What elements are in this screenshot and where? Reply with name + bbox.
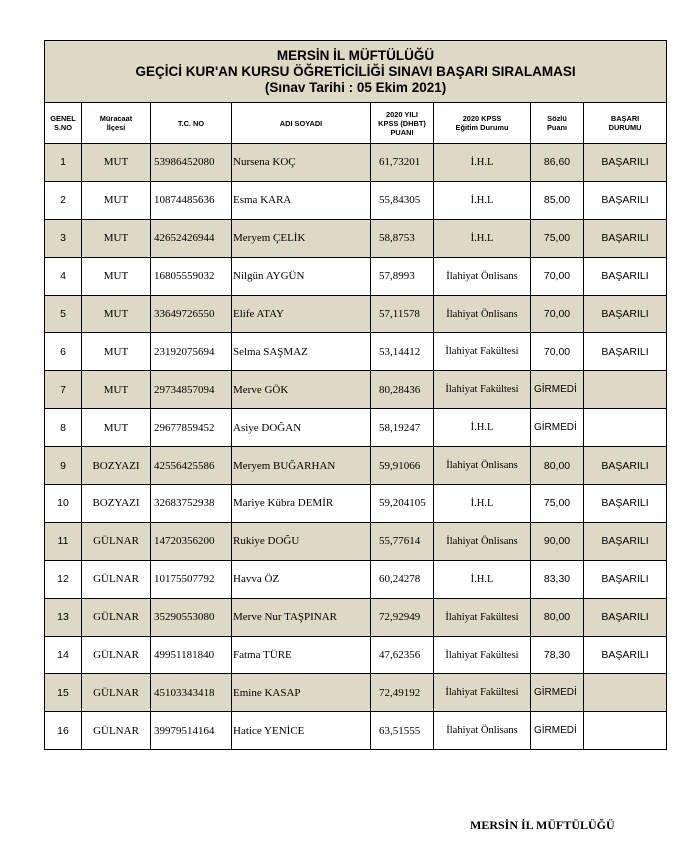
cell-egitim: İlahiyat Fakültesi bbox=[434, 598, 531, 636]
cell-puan: 47,62356 bbox=[371, 636, 434, 674]
cell-ilce: BOZYAZI bbox=[82, 485, 151, 523]
cell-egitim: İlahiyat Fakültesi bbox=[434, 333, 531, 371]
cell-sozlu: 70,00 bbox=[531, 295, 584, 333]
header-durum: BAŞARI DURUMU bbox=[584, 103, 667, 144]
cell-puan: 59,91066 bbox=[371, 447, 434, 485]
header-name: ADI SOYADI bbox=[232, 103, 371, 144]
table-row bbox=[45, 560, 667, 598]
cell-name: Emine KASAP bbox=[232, 674, 371, 712]
cell-puan: 57,11578 bbox=[371, 295, 434, 333]
cell-name: Elife ATAY bbox=[232, 295, 371, 333]
table-row bbox=[45, 485, 667, 523]
cell-tc: 33649726550 bbox=[151, 295, 232, 333]
cell-ilce: MUT bbox=[82, 409, 151, 447]
cell-durum bbox=[584, 712, 667, 750]
cell-sozlu: 83,30 bbox=[531, 560, 584, 598]
cell-puan: 59,204105 bbox=[371, 485, 434, 523]
cell-puan: 57,8993 bbox=[371, 257, 434, 295]
cell-ilce: MUT bbox=[82, 371, 151, 409]
cell-ilce: GÜLNAR bbox=[82, 636, 151, 674]
table-row bbox=[45, 636, 667, 674]
cell-tc: 42652426944 bbox=[151, 219, 232, 257]
cell-tc: 49951181840 bbox=[151, 636, 232, 674]
cell-durum: BAŞARILI bbox=[584, 636, 667, 674]
cell-no: 16 bbox=[45, 712, 82, 750]
cell-puan: 60,24278 bbox=[371, 560, 434, 598]
table-title bbox=[45, 41, 667, 103]
header-no: GENEL S.NO bbox=[45, 103, 82, 144]
cell-sozlu: GİRMEDİ bbox=[531, 674, 584, 712]
cell-egitim: İlahiyat Önlisans bbox=[434, 257, 531, 295]
cell-name: Asiye DOĞAN bbox=[232, 409, 371, 447]
table-row bbox=[45, 447, 667, 485]
cell-puan: 58,19247 bbox=[371, 409, 434, 447]
cell-name: Meryem BUĞARHAN bbox=[232, 447, 371, 485]
cell-ilce: MUT bbox=[82, 144, 151, 182]
cell-tc: 10175507792 bbox=[151, 560, 232, 598]
table-row bbox=[45, 674, 667, 712]
cell-no: 2 bbox=[45, 181, 82, 219]
cell-durum: BAŞARILI bbox=[584, 447, 667, 485]
cell-sozlu: 70,00 bbox=[531, 257, 584, 295]
cell-tc: 14720356200 bbox=[151, 522, 232, 560]
header-row bbox=[45, 103, 667, 144]
title-line-1: MERSİN İL MÜFTÜLÜĞÜ bbox=[276, 47, 435, 63]
cell-ilce: GÜLNAR bbox=[82, 712, 151, 750]
cell-no: 8 bbox=[45, 409, 82, 447]
cell-tc: 35290553080 bbox=[151, 598, 232, 636]
cell-puan: 72,49192 bbox=[371, 674, 434, 712]
cell-name: Mariye Kübra DEMİR bbox=[232, 485, 371, 523]
cell-egitim: İlahiyat Fakültesi bbox=[434, 636, 531, 674]
table-row bbox=[45, 522, 667, 560]
cell-no: 3 bbox=[45, 219, 82, 257]
cell-name: Fatma TÜRE bbox=[232, 636, 371, 674]
cell-durum: BAŞARILI bbox=[584, 295, 667, 333]
cell-tc: 29734857094 bbox=[151, 371, 232, 409]
cell-sozlu: 80,00 bbox=[531, 447, 584, 485]
cell-name: Merve Nur TAŞPINAR bbox=[232, 598, 371, 636]
table-row bbox=[45, 257, 667, 295]
cell-durum: BAŞARILI bbox=[584, 485, 667, 523]
cell-sozlu: GİRMEDİ bbox=[531, 712, 584, 750]
cell-egitim: İ.H.L bbox=[434, 485, 531, 523]
cell-puan: 63,51555 bbox=[371, 712, 434, 750]
cell-tc: 32683752938 bbox=[151, 485, 232, 523]
cell-tc: 39979514164 bbox=[151, 712, 232, 750]
cell-sozlu: 85,00 bbox=[531, 181, 584, 219]
header-tc: T.C. NO bbox=[151, 103, 232, 144]
cell-no: 4 bbox=[45, 257, 82, 295]
cell-ilce: GÜLNAR bbox=[82, 560, 151, 598]
cell-durum: BAŞARILI bbox=[584, 144, 667, 182]
cell-sozlu: 80,00 bbox=[531, 598, 584, 636]
cell-durum: BAŞARILI bbox=[584, 257, 667, 295]
header-puan: 2020 YILI KPSS (DHBT) PUANI bbox=[371, 103, 434, 144]
table-body bbox=[45, 144, 667, 750]
cell-durum: BAŞARILI bbox=[584, 219, 667, 257]
cell-no: 15 bbox=[45, 674, 82, 712]
title-line-3: (Sınav Tarihi : 05 Ekim 2021) bbox=[264, 79, 447, 95]
cell-ilce: GÜLNAR bbox=[82, 674, 151, 712]
table-row bbox=[45, 219, 667, 257]
cell-name: Nilgün AYGÜN bbox=[232, 257, 371, 295]
cell-sozlu: GİRMEDİ bbox=[531, 371, 584, 409]
cell-durum bbox=[584, 371, 667, 409]
cell-egitim: İlahiyat Önlisans bbox=[434, 712, 531, 750]
table-row bbox=[45, 409, 667, 447]
cell-egitim: İ.H.L bbox=[434, 560, 531, 598]
table-row bbox=[45, 371, 667, 409]
cell-egitim: İlahiyat Fakültesi bbox=[434, 674, 531, 712]
cell-egitim: İ.H.L bbox=[434, 409, 531, 447]
cell-tc: 45103343418 bbox=[151, 674, 232, 712]
cell-tc: 16805559032 bbox=[151, 257, 232, 295]
footer-signature: MERSİN İL MÜFTÜLÜĞÜ bbox=[470, 818, 615, 832]
results-table bbox=[44, 40, 667, 750]
table-row bbox=[45, 181, 667, 219]
cell-puan: 55,84305 bbox=[371, 181, 434, 219]
cell-name: Merve GÖK bbox=[232, 371, 371, 409]
title-line-2: GEÇİCİ KUR'AN KURSU ÖĞRETİCİLİĞİ SINAVI BAŞARI SIRALAMASI bbox=[135, 63, 576, 79]
cell-durum bbox=[584, 409, 667, 447]
cell-name: Rukiye DOĞU bbox=[232, 522, 371, 560]
cell-tc: 23192075694 bbox=[151, 333, 232, 371]
cell-tc: 10874485636 bbox=[151, 181, 232, 219]
cell-durum: BAŞARILI bbox=[584, 333, 667, 371]
cell-name: Meryem ÇELİK bbox=[232, 219, 371, 257]
cell-puan: 61,73201 bbox=[371, 144, 434, 182]
cell-sozlu: GİRMEDİ bbox=[531, 409, 584, 447]
cell-ilce: GÜLNAR bbox=[82, 598, 151, 636]
cell-egitim: İlahiyat Önlisans bbox=[434, 447, 531, 485]
cell-durum bbox=[584, 674, 667, 712]
cell-name: Hatice YENİCE bbox=[232, 712, 371, 750]
cell-egitim: İ.H.L bbox=[434, 144, 531, 182]
cell-puan: 80,28436 bbox=[371, 371, 434, 409]
results-sheet bbox=[44, 40, 666, 750]
cell-no: 11 bbox=[45, 522, 82, 560]
cell-name: Selma SAŞMAZ bbox=[232, 333, 371, 371]
cell-sozlu: 75,00 bbox=[531, 219, 584, 257]
cell-durum: BAŞARILI bbox=[584, 560, 667, 598]
cell-ilce: MUT bbox=[82, 219, 151, 257]
cell-no: 10 bbox=[45, 485, 82, 523]
cell-puan: 58,8753 bbox=[371, 219, 434, 257]
cell-no: 7 bbox=[45, 371, 82, 409]
cell-sozlu: 75,00 bbox=[531, 485, 584, 523]
cell-egitim: İlahiyat Önlisans bbox=[434, 522, 531, 560]
cell-puan: 55,77614 bbox=[371, 522, 434, 560]
cell-no: 13 bbox=[45, 598, 82, 636]
cell-egitim: İ.H.L bbox=[434, 181, 531, 219]
cell-ilce: MUT bbox=[82, 257, 151, 295]
cell-sozlu: 78,30 bbox=[531, 636, 584, 674]
cell-durum: BAŞARILI bbox=[584, 598, 667, 636]
cell-name: Esma KARA bbox=[232, 181, 371, 219]
cell-egitim: İlahiyat Önlisans bbox=[434, 295, 531, 333]
cell-puan: 72,92949 bbox=[371, 598, 434, 636]
cell-sozlu: 90,00 bbox=[531, 522, 584, 560]
cell-egitim: İlahiyat Fakültesi bbox=[434, 371, 531, 409]
cell-tc: 53986452080 bbox=[151, 144, 232, 182]
table-row bbox=[45, 144, 667, 182]
cell-durum: BAŞARILI bbox=[584, 522, 667, 560]
header-ilce: Müracaat İlçesi bbox=[82, 103, 151, 144]
cell-no: 14 bbox=[45, 636, 82, 674]
table-row bbox=[45, 295, 667, 333]
cell-name: Havva ÖZ bbox=[232, 560, 371, 598]
cell-puan: 53,14412 bbox=[371, 333, 434, 371]
cell-egitim: İ.H.L bbox=[434, 219, 531, 257]
cell-ilce: MUT bbox=[82, 295, 151, 333]
header-egitim: 2020 KPSS Eğitim Durumu bbox=[434, 103, 531, 144]
cell-ilce: MUT bbox=[82, 181, 151, 219]
cell-no: 9 bbox=[45, 447, 82, 485]
cell-tc: 42556425586 bbox=[151, 447, 232, 485]
cell-no: 12 bbox=[45, 560, 82, 598]
cell-sozlu: 70,00 bbox=[531, 333, 584, 371]
cell-no: 5 bbox=[45, 295, 82, 333]
cell-no: 6 bbox=[45, 333, 82, 371]
cell-name: Nursena KOÇ bbox=[232, 144, 371, 182]
header-sozlu: Sözlü Puanı bbox=[531, 103, 584, 144]
cell-sozlu: 86,60 bbox=[531, 144, 584, 182]
table-row bbox=[45, 333, 667, 371]
cell-ilce: BOZYAZI bbox=[82, 447, 151, 485]
cell-no: 1 bbox=[45, 144, 82, 182]
cell-ilce: GÜLNAR bbox=[82, 522, 151, 560]
cell-ilce: MUT bbox=[82, 333, 151, 371]
cell-durum: BAŞARILI bbox=[584, 181, 667, 219]
cell-tc: 29677859452 bbox=[151, 409, 232, 447]
table-row bbox=[45, 598, 667, 636]
table-row bbox=[45, 712, 667, 750]
